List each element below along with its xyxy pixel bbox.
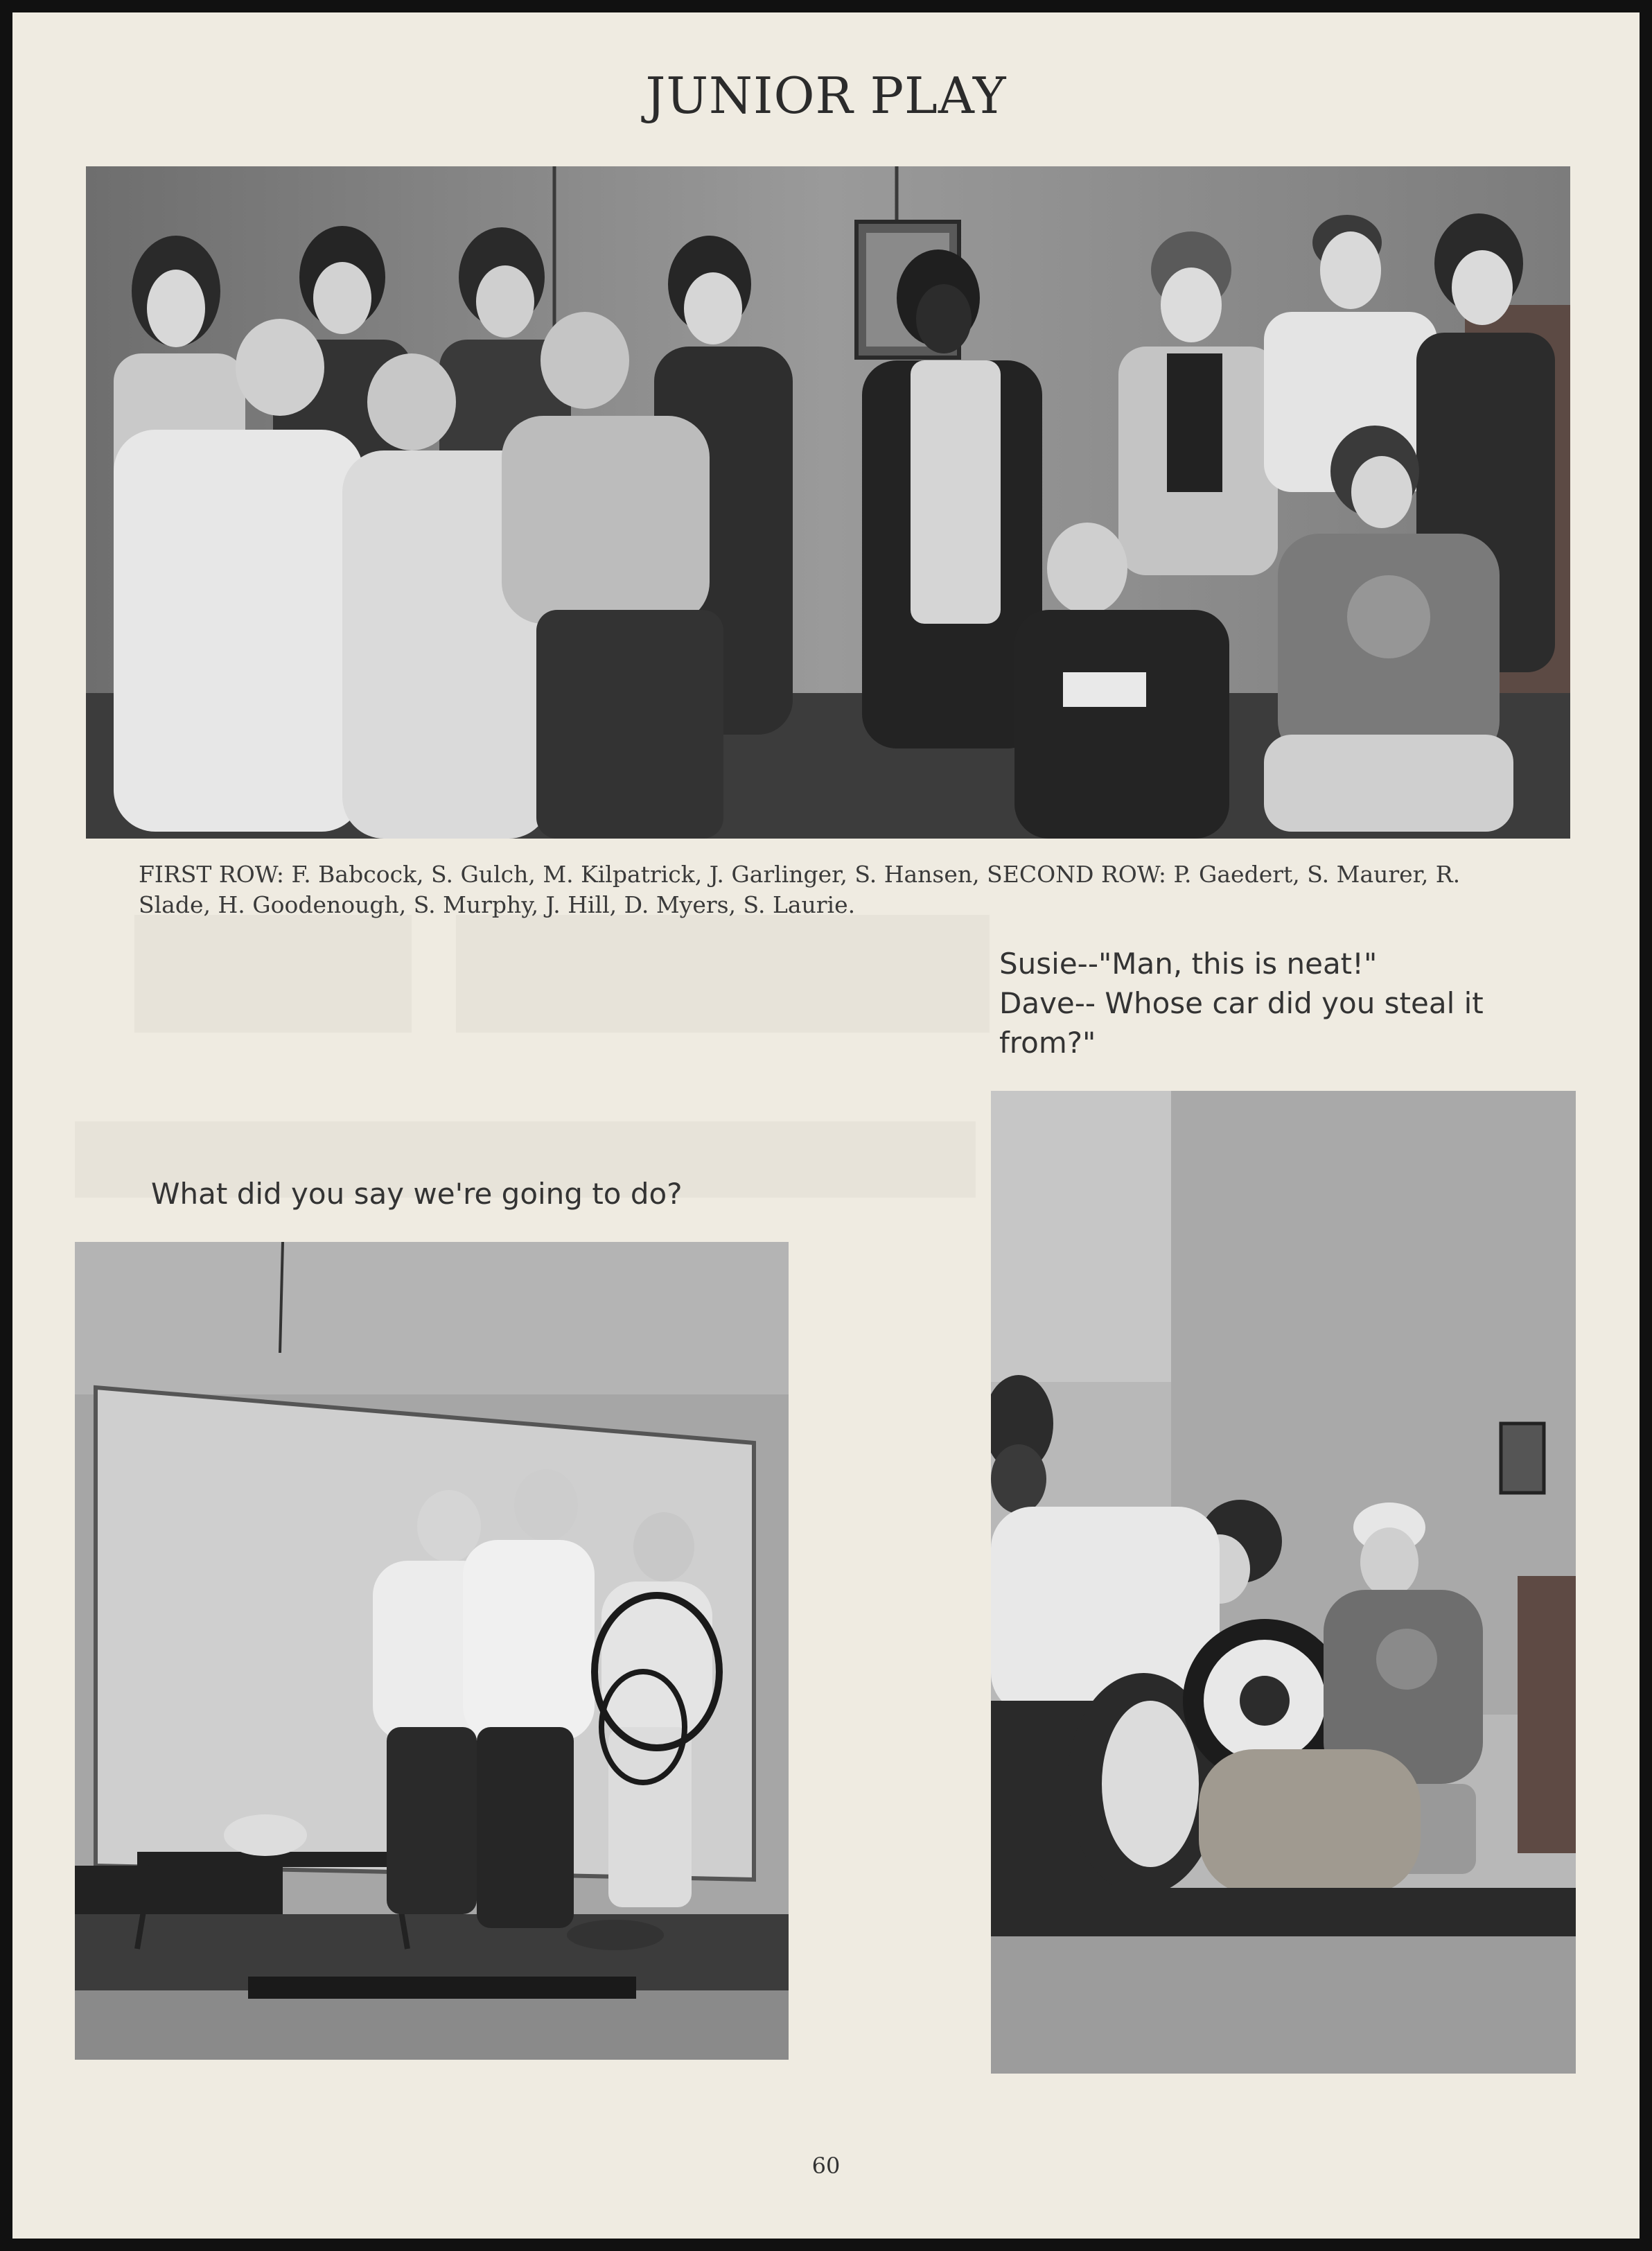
- page-title: JUNIOR PLAY: [645, 67, 1007, 125]
- quote-question: What did you say we're going to do?: [151, 1177, 683, 1211]
- photo-caption: FIRST ROW: F. Babcock, S. Gulch, M. Kilpatrick, J. Garlinger, S. Hansen, SECOND ROW: P. Gaedert, S. Maurer, R. Slade, H. Goodenough, S. Murphy, J. Hill, D. Myers, S. Laurie.: [139, 861, 1461, 918]
- bleed-through-block: [134, 915, 412, 1033]
- quote-susie-dave: [999, 944, 1581, 1062]
- stage-photo-right: [991, 1091, 1576, 2074]
- yearbook-page: [12, 12, 1640, 2239]
- stage-photo-left: [75, 1242, 789, 2060]
- quote-line: Dave-- Whose car did you steal it: [999, 986, 1484, 1020]
- group-photo: [86, 166, 1570, 839]
- quote-line: from?": [999, 1026, 1096, 1060]
- bleed-through-block: [456, 915, 990, 1033]
- page-number: 60: [811, 2153, 841, 2179]
- quote-line: Susie--"Man, this is neat!": [999, 947, 1378, 981]
